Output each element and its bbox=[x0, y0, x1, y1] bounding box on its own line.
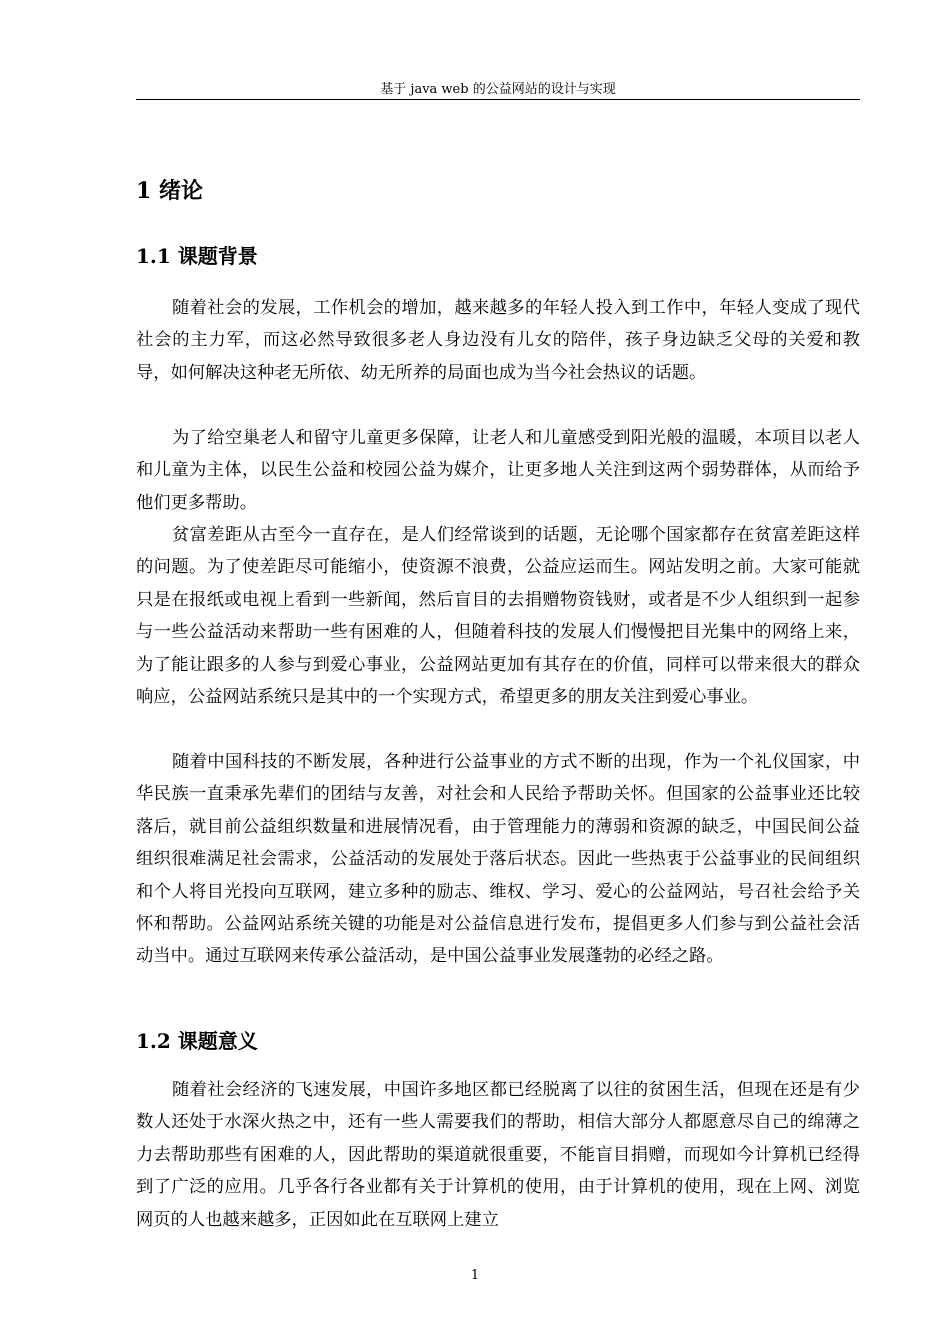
paragraph: 为了给空巢老人和留守儿童更多保障，让老人和儿童感受到阳光般的温暖，本项目以老人和儿童为主体，以民生公益和校园公益为媒介，让更多地人关注到这两个弱势群体，从而给予他们更多帮助。 bbox=[136, 428, 860, 513]
header-divider bbox=[136, 99, 860, 100]
chapter-title: 1 绪论 bbox=[136, 178, 203, 204]
running-header: 基于 java web 的公益网站的设计与实现 bbox=[380, 82, 616, 97]
paragraph: 随着社会经济的飞速发展，中国许多地区都已经脱离了以往的贫困生活，但现在还是有少数人还处于水深火热之中，还有一些人需要我们的帮助，相信大部分人都愿意尽自己的绵薄之力去帮助那些有困难的人，因此帮助的渠道就很重要，不能盲目捐赠，而现如今计算机已经得到了广泛的应用。几乎各行各业都有关于计算机的使用，由于计算机的使用，现在上网、浏览网页的人也越来越多，正因如此在互联网上建立 bbox=[136, 1080, 860, 1230]
paragraph: 随着中国科技的不断发展，各种进行公益事业的方式不断的出现，作为一个礼仪国家，中华民族一直秉承先辈们的团结与友善，对社会和人民给予帮助关怀。但国家的公益事业还比较落后，就目前公益组织数量和进展情况看，由于管理能力的薄弱和资源的缺乏，中国民间公益组织很难满足社会需求，公益活动的发展处于落后状态。因此一些热衷于公益事业的民间组织和个人将目光投向互联网，建立多种的励志、维权、学习、爱心的公益网站，号召社会给予关怀和帮助。公益网站系统关键的功能是对公益信息进行发布，提倡更多人们参与到公益社会活动当中。通过互联网来传承公益活动，是中国公益事业发展蓬勃的必经之路。 bbox=[136, 752, 860, 967]
paragraph: 贫富差距从古至今一直存在，是人们经常谈到的话题，无论哪个国家都存在贫富差距这样的问题。为了使差距尽可能缩小，使资源不浪费，公益应运而生。网站发明之前。大家可能就只是在报纸或电视上看到一些新闻，然后盲目的去捐赠物资钱财，或者是不少人组织到一起参与一些公益活动来帮助一些有困难的人，但随着科技的发展人们慢慢把目光集中的网络上来，为了能让跟多的人参与到爱心事业，公益网站更加有其存在的价值，同样可以带来很大的群众响应，公益网站系统只是其中的一个实现方式，希望更多的朋友关注到爱心事业。 bbox=[136, 525, 860, 708]
section-heading-significance: 1.2 课题意义 bbox=[136, 1029, 258, 1053]
page-number: 1 bbox=[470, 1268, 480, 1283]
paragraph: 随着社会的发展，工作机会的增加，越来越多的年轻人投入到工作中，年轻人变成了现代社会的主力军，而这必然导致很多老人身边没有儿女的陪伴，孩子身边缺乏父母的关爱和教导，如何解决这种老无所依、幼无所养的局面也成为当今社会热议的话题。 bbox=[136, 298, 860, 383]
section-heading-background: 1.1 课题背景 bbox=[136, 244, 258, 268]
